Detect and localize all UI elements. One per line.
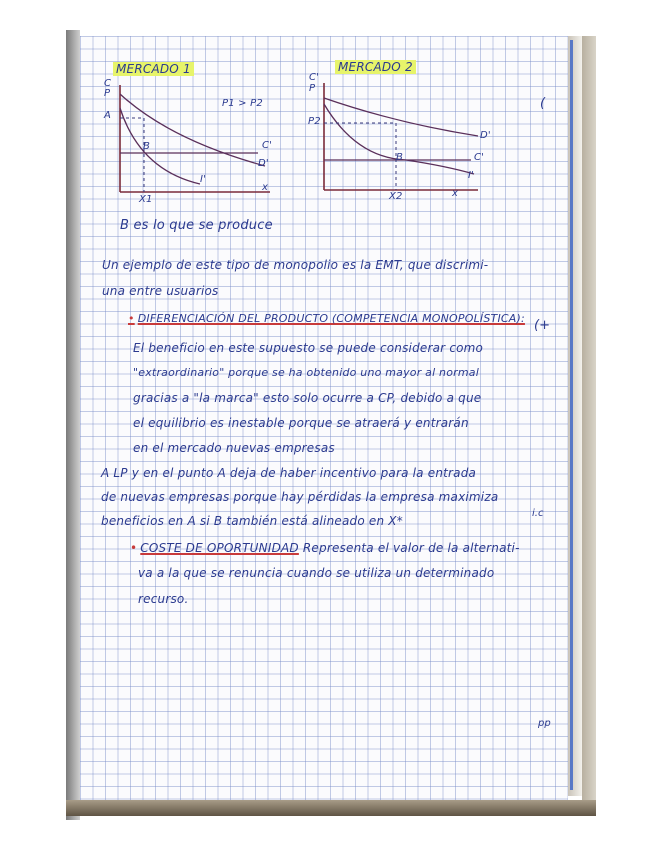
table-surface [66,800,596,816]
margin-line [570,40,573,790]
graph2-x-tick: X2 [389,191,403,202]
page-shadow [66,30,80,820]
graph1-curve-d: D' [258,158,269,169]
paragraph-line-2: una entre usuarios [102,284,219,298]
graph1-curve-c: C' [262,140,273,151]
graph1-y-sub: P [104,88,111,99]
section2-line-2: va a la que se renuncia cuando se utiliza un determinado [138,566,495,580]
section1-heading: • DIFERENCIACIÓN DEL PRODUCTO (COMPETENCIA MONOPOLÍSTICA): [128,312,525,325]
graph1-x-tick: X1 [139,194,153,205]
graph2-curve-c: C' [474,152,485,163]
paragraph-line-1: Un ejemplo de este tipo de monopolio es la EMT, que discrimi- [102,258,489,272]
graph1-x-label: x [262,182,269,193]
lp-line-3: beneficios en A si B también está alineado en X* [101,514,403,528]
graph2-drawing [306,78,496,208]
graph2-point-b: B [396,152,404,163]
margin-mark-2: (+ [534,318,550,333]
graph1-y-top: C [104,78,112,89]
graph1-relation: P1 > P2 [222,98,263,109]
section2-heading: COSTE DE OPORTUNIDAD [140,541,299,555]
graph2-curve-i: I' [468,170,475,181]
section1-line-4: el equilibrio es inestable porque se atraerá y entrarán [133,416,469,430]
graph1-point-a: A [104,110,112,121]
paper-edge-back [582,36,596,806]
section2-line-1: Representa el valor de la alternati- [302,541,520,555]
graph-caption: B es lo que se produce [120,218,273,233]
graph2-price-label: P2 [308,116,321,127]
section1-line-3: gracias a "la marca" esto solo ocurre a CP, debido a que [133,391,482,405]
section1-line-1: El beneficio en este supuesto se puede considerar como [133,341,484,355]
lp-line-1: A LP y en el punto A deja de haber incentivo para la entrada [101,466,477,480]
graph2-title: MERCADO 2 [335,60,416,74]
margin-mark-3: i.c [532,508,544,519]
graph1-point-b: B [143,141,151,152]
section1-line-5: en el mercado nuevas empresas [133,441,335,455]
section1-line-2: "extraordinario" porque se ha obtenido uno mayor al normal [133,366,479,379]
lp-line-2: de nuevas empresas porque hay pérdidas la empresa maximiza [101,490,499,504]
graph1-curve-i: I' [200,174,207,185]
margin-mark-4: pp [538,718,551,729]
margin-mark-1: ( [540,96,546,111]
graph2-x-label: x [452,188,459,199]
section2-line-3: recurso. [138,592,189,606]
section2-heading-line: • COSTE DE OPORTUNIDAD Representa el valor de la alternati- [130,541,520,555]
graph2-y-top: C' [309,72,320,83]
graph2-y-sub: P [309,83,316,94]
graph2-curve-d: D' [480,130,491,141]
graph1-title: MERCADO 1 [113,62,194,76]
